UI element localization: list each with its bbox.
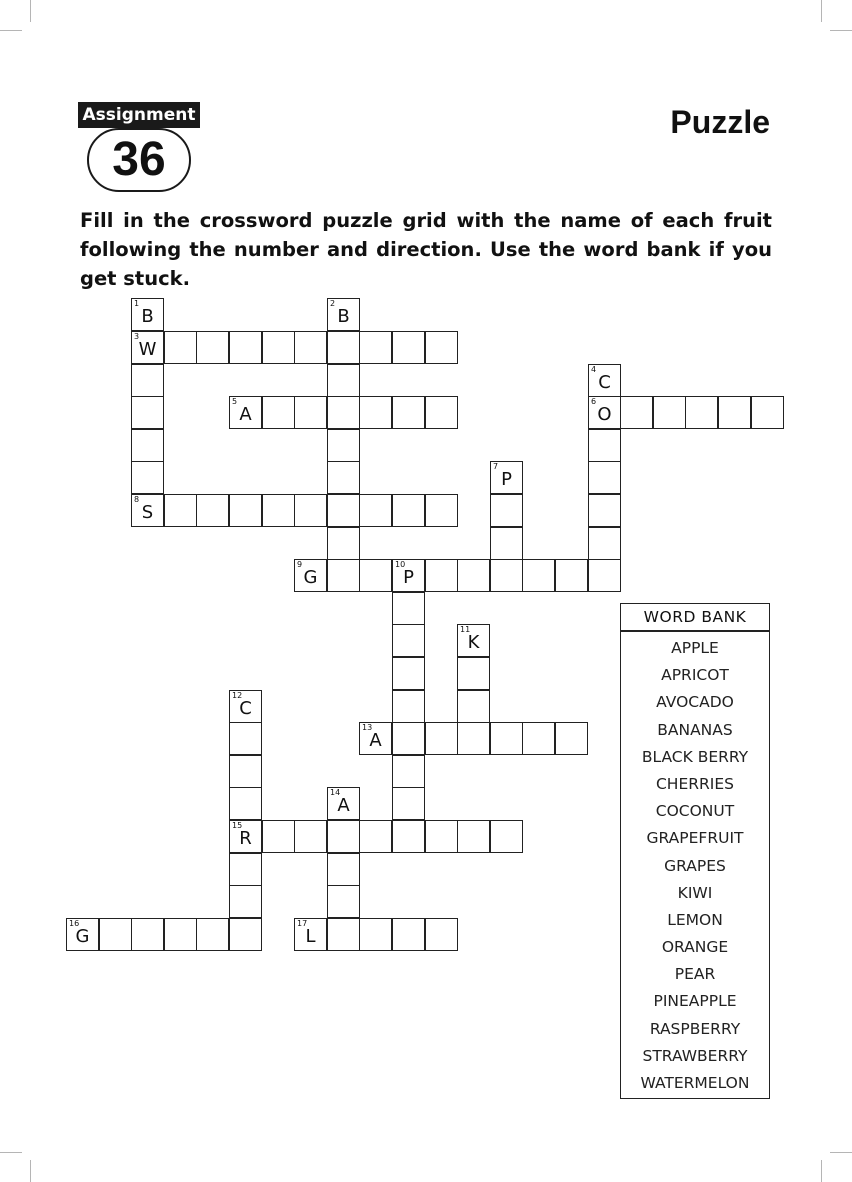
crop-mark xyxy=(30,0,31,22)
word-bank-item: PINEAPPLE xyxy=(653,992,737,1011)
clue-number: 3 xyxy=(134,332,140,341)
crossword-cell[interactable] xyxy=(457,722,490,755)
crossword-cell[interactable] xyxy=(425,396,458,429)
word-bank-item: CHERRIES xyxy=(655,774,734,793)
clue-letter: A xyxy=(369,730,382,751)
crossword-cell[interactable] xyxy=(457,657,490,690)
crossword-cell[interactable] xyxy=(229,396,262,429)
clue-letter: P xyxy=(501,469,512,490)
crossword-cell[interactable] xyxy=(99,918,132,951)
crossword-cell[interactable] xyxy=(490,820,523,853)
crossword-cell[interactable] xyxy=(425,820,458,853)
crossword-cell[interactable] xyxy=(392,494,425,527)
crossword-cell[interactable] xyxy=(490,461,523,494)
crossword-cell[interactable] xyxy=(66,918,99,951)
crossword-cell[interactable] xyxy=(327,559,360,592)
crossword-cell[interactable] xyxy=(327,396,360,429)
crossword-cell[interactable] xyxy=(685,396,718,429)
crossword-cell[interactable] xyxy=(262,494,295,527)
crossword-cell[interactable] xyxy=(131,494,164,527)
crossword-cell[interactable] xyxy=(164,331,197,364)
crossword-cell[interactable] xyxy=(196,331,229,364)
crossword-cell[interactable] xyxy=(555,559,588,592)
page-title: Puzzle xyxy=(670,104,770,140)
crossword-cell[interactable] xyxy=(294,918,327,951)
crossword-cell[interactable] xyxy=(392,820,425,853)
crossword-cell[interactable] xyxy=(457,820,490,853)
crop-mark xyxy=(821,0,822,22)
crossword-cell[interactable] xyxy=(588,559,621,592)
clue-number: 5 xyxy=(232,397,238,406)
crossword-cell[interactable] xyxy=(294,331,327,364)
crossword-cell[interactable] xyxy=(262,331,295,364)
crossword-cell[interactable] xyxy=(392,918,425,951)
crossword-cell[interactable] xyxy=(359,494,392,527)
crossword-cell[interactable] xyxy=(392,624,425,657)
crossword-cell[interactable] xyxy=(457,690,490,723)
word-bank-title: WORD BANK xyxy=(621,604,769,632)
crossword-cell[interactable] xyxy=(588,396,621,429)
clue-number: 1 xyxy=(134,299,140,308)
crossword-cell[interactable] xyxy=(229,722,262,755)
assignment-label: Assignment xyxy=(78,102,200,128)
clue-letter: C xyxy=(239,698,252,719)
crossword-cell[interactable] xyxy=(359,331,392,364)
assignment-number: 36 xyxy=(87,128,191,192)
crossword-cell[interactable] xyxy=(262,396,295,429)
crossword-cell[interactable] xyxy=(327,429,360,462)
crossword-cell[interactable] xyxy=(196,918,229,951)
clue-number: 12 xyxy=(232,691,243,700)
crossword-cell[interactable] xyxy=(718,396,751,429)
crossword-cell[interactable] xyxy=(229,690,262,723)
crossword-cell[interactable] xyxy=(588,527,621,560)
clue-letter: O xyxy=(597,404,612,425)
crossword-cell[interactable] xyxy=(327,527,360,560)
crossword-cell[interactable] xyxy=(588,461,621,494)
crossword-cell[interactable] xyxy=(588,429,621,462)
clue-letter: S xyxy=(141,502,154,523)
clue-number: 4 xyxy=(591,365,597,374)
crossword-cell[interactable] xyxy=(229,885,262,918)
crossword-cell[interactable] xyxy=(425,722,458,755)
clue-letter: C xyxy=(598,372,611,393)
clue-letter: B xyxy=(337,306,350,327)
crossword-cell[interactable] xyxy=(327,853,360,886)
crossword-cell[interactable] xyxy=(196,494,229,527)
crossword-cell[interactable] xyxy=(457,624,490,657)
word-bank-list xyxy=(621,632,769,1096)
crop-mark xyxy=(821,1160,822,1182)
crossword-cell[interactable] xyxy=(294,396,327,429)
clue-letter: A xyxy=(337,795,350,816)
crossword-cell[interactable] xyxy=(490,722,523,755)
crossword-cell[interactable] xyxy=(392,657,425,690)
clue-number: 15 xyxy=(232,821,243,830)
word-bank-item: GRAPES xyxy=(664,856,726,875)
clue-number: 17 xyxy=(297,919,308,928)
word-bank-item: BLACK BERRY xyxy=(641,747,749,766)
crossword-cell[interactable] xyxy=(457,559,490,592)
crossword-cell[interactable] xyxy=(620,396,653,429)
crossword-cell[interactable] xyxy=(327,364,360,397)
crossword-cell[interactable] xyxy=(588,494,621,527)
word-bank xyxy=(620,603,770,1099)
clue-letter: G xyxy=(75,926,90,947)
crossword-cell[interactable] xyxy=(392,592,425,625)
clue-number: 8 xyxy=(134,495,140,504)
word-bank-item: COCONUT xyxy=(655,802,735,821)
word-bank-item: KIWI xyxy=(677,883,713,902)
word-bank-item: APPLE xyxy=(671,639,719,657)
crossword-cell[interactable] xyxy=(392,722,425,755)
crossword-cell[interactable] xyxy=(392,331,425,364)
crossword-cell[interactable] xyxy=(131,364,164,397)
clue-number: 14 xyxy=(330,788,341,797)
word-bank-item: AVOCADO xyxy=(656,693,734,712)
crossword-cell[interactable] xyxy=(294,494,327,527)
crossword-cell[interactable] xyxy=(359,918,392,951)
word-bank-item: PEAR xyxy=(674,965,716,984)
clue-letter: R xyxy=(239,828,252,849)
crossword-cell[interactable] xyxy=(490,527,523,560)
crop-mark xyxy=(830,1152,852,1153)
crossword-cell[interactable] xyxy=(327,461,360,494)
crossword-cell[interactable] xyxy=(425,494,458,527)
crossword-cell[interactable] xyxy=(131,331,164,364)
crossword-cell[interactable] xyxy=(392,787,425,820)
clue-letter: A xyxy=(239,404,252,425)
word-bank-item: BANANAS xyxy=(657,720,733,739)
crossword-cell[interactable] xyxy=(131,396,164,429)
crossword-cell[interactable] xyxy=(490,559,523,592)
word-bank-item: LEMON xyxy=(667,910,723,929)
crossword-cell[interactable] xyxy=(392,755,425,788)
crossword-cell[interactable] xyxy=(131,429,164,462)
crossword-cell[interactable] xyxy=(229,787,262,820)
crossword-cell[interactable] xyxy=(555,722,588,755)
crossword-cell[interactable] xyxy=(131,298,164,331)
crossword-cell[interactable] xyxy=(359,820,392,853)
crossword-cell[interactable] xyxy=(751,396,784,429)
crossword-cell[interactable] xyxy=(327,787,360,820)
clue-number: 6 xyxy=(591,397,597,406)
crop-mark xyxy=(30,1160,31,1182)
crossword-cell[interactable] xyxy=(522,559,555,592)
crossword-cell[interactable] xyxy=(327,918,360,951)
crossword-cell[interactable] xyxy=(327,885,360,918)
clue-number: 10 xyxy=(395,560,406,569)
crossword-cell[interactable] xyxy=(229,494,262,527)
clue-number: 11 xyxy=(460,625,471,634)
clue-number: 13 xyxy=(362,723,373,732)
crossword-cell[interactable] xyxy=(359,722,392,755)
crossword-cell[interactable] xyxy=(425,918,458,951)
clue-letter: L xyxy=(305,926,316,947)
crossword-cell[interactable] xyxy=(425,559,458,592)
word-bank-item: RASPBERRY xyxy=(649,1019,741,1038)
crossword-cell[interactable] xyxy=(392,396,425,429)
crossword-cell[interactable] xyxy=(522,722,555,755)
crossword-cell[interactable] xyxy=(229,918,262,951)
crossword-cell[interactable] xyxy=(229,755,262,788)
crossword-cell[interactable] xyxy=(327,331,360,364)
word-bank-item: APRICOT xyxy=(661,666,729,685)
word-bank-item: STRAWBERRY xyxy=(642,1046,748,1065)
crossword-cell[interactable] xyxy=(359,559,392,592)
crossword-cell[interactable] xyxy=(327,494,360,527)
crossword-cell[interactable] xyxy=(294,820,327,853)
crop-mark xyxy=(0,1152,22,1153)
crop-mark xyxy=(0,30,22,31)
clue-letter: G xyxy=(303,567,318,588)
crossword-cell[interactable] xyxy=(229,331,262,364)
crossword-cell[interactable] xyxy=(392,690,425,723)
word-bank-item: ORANGE xyxy=(661,938,729,957)
clue-letter: W xyxy=(138,339,157,360)
crossword-cell[interactable] xyxy=(229,853,262,886)
crossword-cell[interactable] xyxy=(131,461,164,494)
crossword-cell[interactable] xyxy=(392,559,425,592)
crossword-cell[interactable] xyxy=(164,494,197,527)
crossword-cell[interactable] xyxy=(425,331,458,364)
crossword-cell[interactable] xyxy=(327,298,360,331)
clue-number: 7 xyxy=(493,462,499,471)
crossword-cell[interactable] xyxy=(490,494,523,527)
crop-mark xyxy=(830,30,852,31)
clue-number: 2 xyxy=(330,299,336,308)
clue-number: 9 xyxy=(297,560,303,569)
crossword-cell[interactable] xyxy=(164,918,197,951)
crossword-cell[interactable] xyxy=(359,396,392,429)
crossword-cell[interactable] xyxy=(229,820,262,853)
crossword-cell[interactable] xyxy=(131,918,164,951)
clue-letter: B xyxy=(141,306,154,327)
crossword-cell[interactable] xyxy=(294,559,327,592)
crossword-cell[interactable] xyxy=(327,820,360,853)
word-bank-item: GRAPEFRUIT xyxy=(646,829,744,848)
clue-number: 16 xyxy=(69,919,80,928)
clue-letter: K xyxy=(467,632,480,653)
word-bank-item: WATERMELON xyxy=(640,1074,750,1092)
clue-letter: P xyxy=(403,567,414,588)
crossword-cell[interactable] xyxy=(262,820,295,853)
crossword-cell[interactable] xyxy=(653,396,686,429)
crossword-cell[interactable] xyxy=(588,364,621,397)
instructions: Fill in the crossword puzzle grid with the name of each fruit following the number and direction. Use the word bank if you get stuck. xyxy=(80,209,772,290)
